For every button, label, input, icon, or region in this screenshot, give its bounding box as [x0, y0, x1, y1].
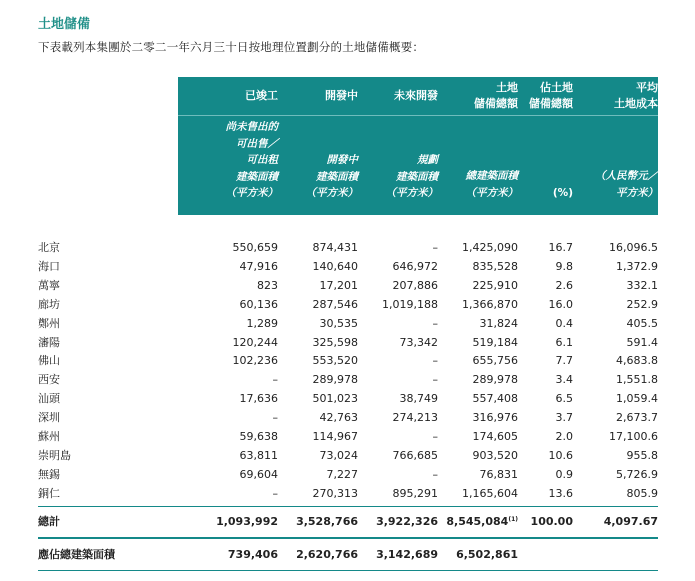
cell-under-dev: 289,978: [312, 373, 358, 387]
cell-cost: 805.9: [626, 486, 658, 500]
cell-total: 76,831: [479, 467, 518, 481]
cell-future: 766,685: [392, 448, 438, 462]
cell-city: 鄭州: [38, 316, 60, 330]
total-future: 3,922,326: [376, 515, 438, 528]
cell-city: 西安: [38, 373, 60, 387]
cell-city: 蘇州: [38, 430, 60, 443]
table-row: [38, 409, 658, 427]
attributable-completed: 739,406: [227, 548, 278, 561]
table-row: [38, 277, 658, 295]
cell-cost: 405.5: [626, 316, 658, 330]
cell-pct: 2.6: [555, 278, 573, 292]
cell-completed: 69,604: [239, 467, 278, 481]
total-cost: 4,097.67: [603, 515, 658, 528]
cell-completed: –: [272, 411, 278, 425]
cell-city: 北京: [38, 241, 60, 254]
cell-city: 瀋陽: [38, 335, 60, 349]
cell-completed: 59,638: [239, 430, 278, 443]
cell-future: 274,213: [392, 411, 438, 425]
cell-under-dev: 114,967: [312, 430, 358, 443]
table-row: [38, 296, 658, 314]
cell-cost: 17,100.6: [609, 430, 658, 443]
cell-total: 903,520: [472, 448, 518, 462]
cell-total: 316,976: [472, 411, 518, 425]
cell-cost: 252.9: [626, 297, 658, 311]
cell-pct: 3.7: [555, 411, 573, 425]
cell-city: 萬寧: [38, 278, 60, 292]
cell-total: 557,408: [472, 392, 518, 406]
total-total-value: 8,545,084: [446, 515, 509, 528]
cell-under-dev: 270,313: [312, 486, 358, 500]
subheader-total: 總建築面積 （平方米）: [465, 170, 518, 199]
cell-cost: 1,372.9: [616, 259, 658, 273]
header-future: 未來開發: [394, 89, 438, 102]
cell-completed: 60,136: [239, 297, 278, 311]
cell-cost: 4,683.8: [616, 354, 658, 368]
cell-city: 海口: [38, 259, 60, 273]
table-row: [38, 390, 658, 408]
table-row: [38, 352, 658, 370]
cell-future: –: [432, 354, 438, 368]
cell-under-dev: 17,201: [319, 278, 358, 292]
cell-city: 崇明島: [38, 448, 71, 462]
cell-under-dev: 501,023: [312, 392, 358, 406]
total-completed: 1,093,992: [216, 515, 278, 528]
cell-cost: 955.8: [626, 448, 658, 462]
cell-future: 1,019,188: [382, 297, 438, 311]
attributable-label: 應佔總建築面積: [38, 548, 115, 561]
cell-future: –: [432, 430, 438, 443]
cell-city: 廊坊: [38, 297, 60, 311]
cell-future: –: [432, 241, 438, 254]
intro-text: 下表載列本集團於二零二一年六月三十日按地理位置劃分的土地儲備概要：: [38, 40, 425, 54]
cell-future: –: [432, 373, 438, 387]
header-total: 土地 儲備總額: [474, 81, 518, 110]
cell-future: 207,886: [392, 278, 438, 292]
header-divider: [178, 115, 658, 116]
cell-cost: 2,673.7: [616, 411, 658, 425]
cell-future: 895,291: [392, 486, 438, 500]
cell-future: 646,972: [392, 259, 438, 273]
cell-under-dev: 287,546: [312, 297, 358, 311]
cell-total: 174,605: [472, 430, 518, 443]
table-row: [38, 371, 658, 389]
table-row: [38, 239, 658, 257]
table-row: [38, 447, 658, 465]
cell-future: 38,749: [399, 392, 438, 406]
subheader-future: 規劃 建築面積 （平方米）: [385, 154, 438, 199]
cell-completed: 823: [257, 278, 278, 292]
cell-cost: 16,096.5: [609, 241, 658, 254]
section-title: 土地儲備: [38, 17, 91, 32]
attributable-total: 6,502,861: [456, 548, 518, 561]
cell-under-dev: 73,024: [319, 448, 358, 462]
total-rule-bottom: [38, 537, 658, 539]
cell-pct: 10.6: [548, 448, 573, 462]
cell-completed: 17,636: [239, 392, 278, 406]
cell-future: 73,342: [399, 335, 438, 349]
attributable-rule: [38, 570, 658, 571]
cell-pct: 0.4: [555, 316, 573, 330]
cell-cost: 1,551.8: [616, 373, 658, 387]
cell-pct: 13.6: [548, 486, 573, 500]
cell-pct: 6.5: [555, 392, 573, 406]
cell-completed: 47,916: [239, 259, 278, 273]
cell-completed: 1,289: [246, 316, 278, 330]
cell-completed: –: [272, 373, 278, 387]
table-row: [38, 485, 658, 503]
cell-completed: –: [272, 486, 278, 500]
cell-pct: 16.7: [548, 241, 573, 254]
attributable-row: [38, 546, 658, 564]
cell-under-dev: 7,227: [326, 467, 358, 481]
header-completed: 已竣工: [245, 89, 278, 102]
attributable-future: 3,142,689: [376, 548, 438, 561]
cell-total: 655,756: [472, 354, 518, 368]
subheader-completed: 尚未售出的 可出售／ 可出租 建築面積 （平方米）: [225, 121, 278, 199]
cell-under-dev: 325,598: [312, 335, 358, 349]
table-row: [38, 258, 658, 276]
header-cost: 平均 土地成本: [614, 81, 658, 110]
total-pct: 100.00: [530, 515, 573, 528]
cell-under-dev: 30,535: [319, 316, 358, 330]
cell-city: 汕頭: [38, 392, 60, 406]
cell-pct: 16.0: [548, 297, 573, 311]
subheader-cost: （人民幣元／ 平方米）: [595, 170, 658, 199]
cell-pct: 0.9: [555, 467, 573, 481]
total-under-dev: 3,528,766: [296, 515, 358, 528]
cell-cost: 5,726.9: [616, 467, 658, 481]
cell-city: 深圳: [38, 411, 60, 425]
cell-future: –: [432, 316, 438, 330]
cell-pct: 7.7: [555, 354, 573, 368]
cell-pct: 6.1: [555, 335, 573, 349]
header-pct: 佔土地 儲備總額: [529, 81, 573, 110]
cell-under-dev: 874,431: [312, 241, 358, 254]
cell-completed: 550,659: [232, 241, 278, 254]
cell-city: 無錫: [38, 467, 60, 481]
footnote-ref: (1): [508, 516, 518, 523]
cell-pct: 9.8: [555, 259, 573, 273]
cell-completed: 102,236: [232, 354, 278, 368]
total-rule-top: [38, 506, 658, 507]
cell-future: –: [432, 467, 438, 481]
cell-total: 1,425,090: [462, 241, 518, 254]
cell-total: 519,184: [472, 335, 518, 349]
cell-under-dev: 140,640: [312, 259, 358, 273]
cell-pct: 2.0: [555, 430, 573, 443]
attributable-under-dev: 2,620,766: [296, 548, 358, 561]
cell-city: 佛山: [38, 354, 60, 368]
table-row: [38, 466, 658, 484]
cell-completed: 63,811: [239, 448, 278, 462]
cell-pct: 3.4: [555, 373, 573, 387]
cell-total: 31,824: [479, 316, 518, 330]
cell-total: 225,910: [472, 278, 518, 292]
cell-cost: 332.1: [626, 278, 658, 292]
cell-cost: 1,059.4: [616, 392, 658, 406]
cell-total: 835,528: [472, 259, 518, 273]
cell-under-dev: 553,520: [312, 354, 358, 368]
table-row: [38, 428, 658, 446]
cell-total: 1,366,870: [462, 297, 518, 311]
total-total: [446, 513, 518, 531]
cell-total: 289,978: [472, 373, 518, 387]
subheader-pct: (%): [552, 187, 573, 199]
header-under-dev: 開發中: [325, 89, 358, 102]
cell-under-dev: 42,763: [319, 411, 358, 425]
cell-total: 1,165,604: [462, 486, 518, 500]
table-row: [38, 315, 658, 333]
cell-cost: 591.4: [626, 335, 658, 349]
subheader-under-dev: 開發中 建築面積 （平方米）: [305, 154, 358, 199]
total-label: 總計: [38, 515, 60, 528]
total-row: [38, 513, 658, 531]
table-header: [178, 77, 658, 215]
table-row: [38, 334, 658, 352]
cell-completed: 120,244: [232, 335, 278, 349]
cell-city: 銅仁: [38, 486, 60, 500]
